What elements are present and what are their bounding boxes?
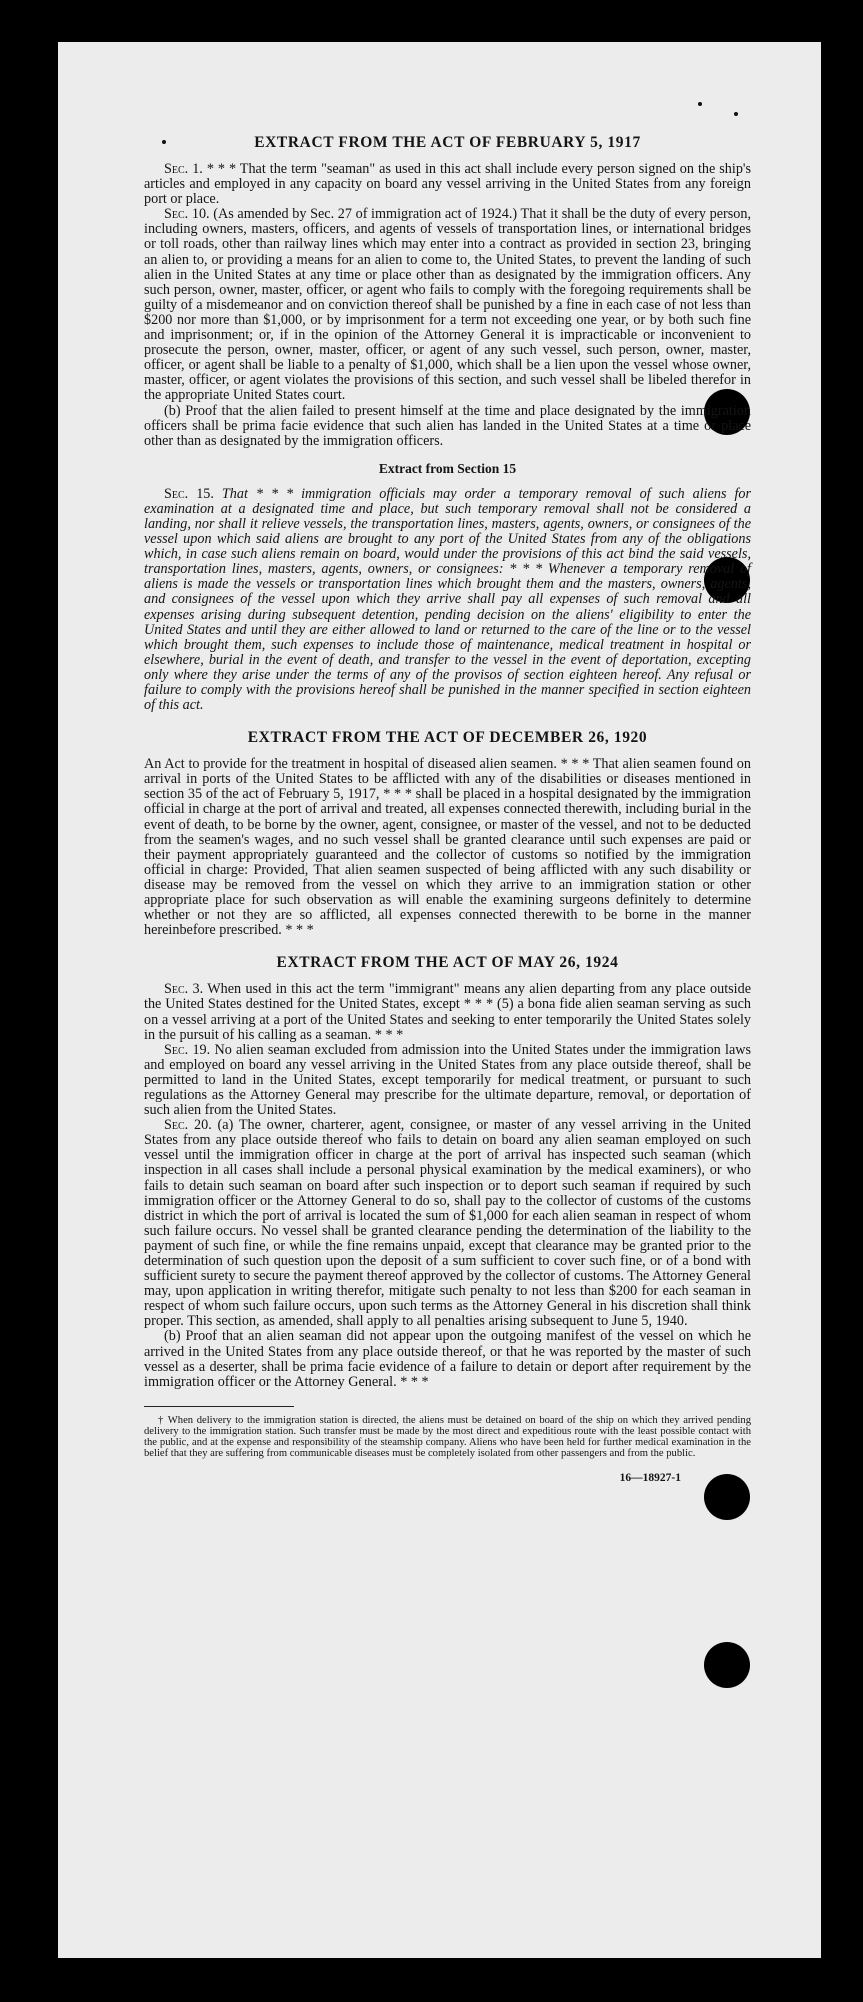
- section-heading: EXTRACT FROM THE ACT OF FEBRUARY 5, 1917: [254, 134, 641, 151]
- paragraph: [144, 162, 751, 207]
- punch-hole: [704, 1642, 750, 1688]
- paragraph-text: (As amended by Sec. 27 of immigration act of 1924.) That it shall be the duty of every person, including owners, masters, officers, and agents of vessels of transportation lines, or international bridges or toll roads, other than railway lines which may enter into a contract as provided in section 23, bringing an alien to, or providing a means for an alien to come to, the United States, to prevent the landing of such alien in the United States at any time or place other than as designated by the immigration officers. Any such person, owner, master, officer, or agent who fails to comply with the foregoing requirements shall be guilty of a misdemeanor and on conviction thereof shall be punished by a fine in each case of not less than $200 nor more than $1,000, or by imprisonment for a term not exceeding one year, or by both such fine and imprisonment; or, if in the opinion of the Attorney General it is impracticable or inconvenient to prosecute the person, owner, master, officer, or agent of any such vessel, such person, owner, master, officer, or agent shall be liable to a penalty of $1,000, which shall be a lien upon the vessel whose owner, master, officer, or agent violates the provisions of this section, and such vessel shall be libeled therefor in the appropriate United States court.: [144, 206, 752, 404]
- section-label: Sec. 19.: [164, 1041, 211, 1058]
- section-label: Sec. 10.: [164, 206, 210, 223]
- section-heading: EXTRACT FROM THE ACT OF MAY 26, 1924: [276, 954, 619, 972]
- document-page: [58, 42, 821, 1958]
- section-label: Sec. 15.: [164, 485, 214, 502]
- speck: [698, 102, 702, 106]
- document-body: [144, 134, 751, 1484]
- paragraph: [144, 982, 751, 1042]
- section-label: Sec. 20.: [164, 1117, 212, 1134]
- paragraph-text: * * * That the term "seaman" as used in this act shall include every person signed on the ship's articles and employed in any capacity on board any vessel arriving in the United States from any foreign port or place.: [144, 161, 751, 208]
- paragraph: [144, 1329, 751, 1389]
- paragraph-text: (b) Proof that the alien failed to present himself at the time and place designated by the immigration officers shall be prima facie evidence that such alien has landed in the United States at a time or place other than as designated by the immigration officers.: [144, 402, 751, 449]
- paragraph: [144, 1118, 751, 1329]
- paragraph-text: (a) The owner, charterer, agent, consignee, or master of any vessel arriving in the United States from any place outside thereof who fails to detain on board any alien seaman employed on such vessel until the immigration officer in charge at the port of arrival has inspected such seaman (which inspection in all cases shall include a personal physical examination by the medical examiners), or who fails to detain such seaman on board after such inspection or to deport such seaman if required by such immigration officer or the Attorney General to do so, shall pay to the collector of customs of the customs district in which the port of arrival is located the sum of $1,000 for each alien seaman in respect of whom such failure occurs. No vessel shall be granted clearance pending the determination of the liability to the payment of such fine, or while the fine remains unpaid, except that clearance may be granted prior to the determination of such question upon the deposit of a sum sufficient to cover such fine, or of a bond with sufficient surety to secure the payment thereof approved by the collector of customs. The Attorney General may, upon application in writing therefor, mitigate such penalty to not less than $200 for each seaman in respect of whom such failure occurs, upon such terms as the Attorney General in his discretion shall think proper. This section, as amended, shall apply to all penalties arising subsequent to June 5, 1940.: [144, 1117, 752, 1330]
- paragraph: [144, 487, 751, 713]
- section-subheading: Extract from Section 15: [378, 460, 517, 476]
- section-label: Sec. 1.: [164, 161, 203, 177]
- form-number: 16—18927-1: [619, 1471, 681, 1484]
- section-heading: EXTRACT FROM THE ACT OF DECEMBER 26, 1920: [247, 729, 648, 747]
- paragraph-text: No alien seaman excluded from admission into the United States under the immigration laws and employed on board any vessel arriving in the United States from any place outside thereof, shall be permitted to land in the United States, except temporarily for medical treatment, or pursuant to such regulations as the Attorney General may prescribe for the ultimate departure, removal, or deportation of such alien from the United States.: [144, 1041, 752, 1119]
- paragraph: [144, 404, 751, 449]
- speck: [734, 112, 738, 116]
- footnote: † When delivery to the immigration station is directed, the aliens must be detained on board of the ship on which they arrived pending delivery to the immigration station. Such transfer must be made by the most direct and expeditious route with the least possible contact with the public, and at the expense and responsibility of the steamship company. Aliens who have been held for further medical examination in the belief that they are suffering from communicable diseases must be completely isolated from other passengers and from the public.: [144, 1414, 751, 1460]
- paragraph-text: When used in this act the term "immigrant" means any alien departing from any place outside the United States destined for the United States, except * * * (5) a bona fide alien seaman serving as such on a vessel arriving at a port of the United States and seeking to enter temporarily the United States solely in the pursuit of his calling as a seaman. * * *: [144, 981, 751, 1043]
- paragraph: [144, 1043, 751, 1118]
- paragraph: [144, 757, 751, 938]
- paragraph-text: That * * * immigration officials may order a temporary removal of such aliens for examination at a designated time and place, but such temporary removal shall not be considered a landing, nor shall it relieve vessels, the transportation lines, masters, agents, owners, or consignees of the vessel upon which said aliens are brought to any port of the United States from any of the obligations which, in case such aliens remain on board, would under the provisions of this act bind the said vessels, transportation lines, masters, agents, owners, or consignees: * * * Whenever a temporary removal of aliens is made the vessels or transportation lines which brought them and the masters, owners, agents, and consignees of the vessel upon which they arrive shall pay all expenses of such removal and all expenses arising during subsequent detention, pending decision on the aliens' eligibility to enter the United States and until they are either allowed to land or returned to the care of the line or to the vessel which brought them, such expenses to include those of maintenance, medical treatment in hospital or elsewhere, burial in the event of death, and transfer to the vessel in the event of deportation, excepting only where they arise under the terms of any of the provisos of section eighteen hereof. Any refusal or failure to comply with the provisions hereof shall be punished in the manner specified in section eighteen of this act.: [144, 485, 752, 714]
- section-label: Sec. 3.: [164, 981, 204, 998]
- paragraph-text: (b) Proof that an alien seaman did not appear upon the outgoing manifest of the vessel on which he arrived in the United States from any place outside thereof, or that he was reported by the master of such vessel as a deserter, shall be prima facie evidence of a failure to detain or deport after requirement by the immigration officer or the Attorney General. * * *: [144, 1328, 751, 1390]
- paragraph: [144, 207, 751, 403]
- paragraph-text: An Act to provide for the treatment in hospital of diseased alien seamen. * * * That alien seamen found on arrival in ports of the United States to be afflicted with any of the disabilities or diseases mentioned in section 35 of the act of February 5, 1917, * * * shall be placed in a hospital designated by the immigration official in charge at the port of arrival and treated, all expenses connected therewith, including burial in the event of death, to be borne by the owner, agent, consignee, or master of the vessel, and not to be deducted from the seamen's wages, and no such vessel shall be granted clearance until such expenses are paid or their payment appropriately guaranteed and the collector of customs so notified by the immigration official in charge: Provided, That alien seamen suspected of being afflicted with any such disability or disease may be removed from the vessel on which they arrive to an immigration station or other appropriate place for such observation as will enable the examining surgeons definitely to determine whether or not they are so afflicted, all expenses connected therewith to be borne in the manner hereinbefore prescribed. * * *: [144, 756, 751, 939]
- footnote-divider: [144, 1406, 294, 1407]
